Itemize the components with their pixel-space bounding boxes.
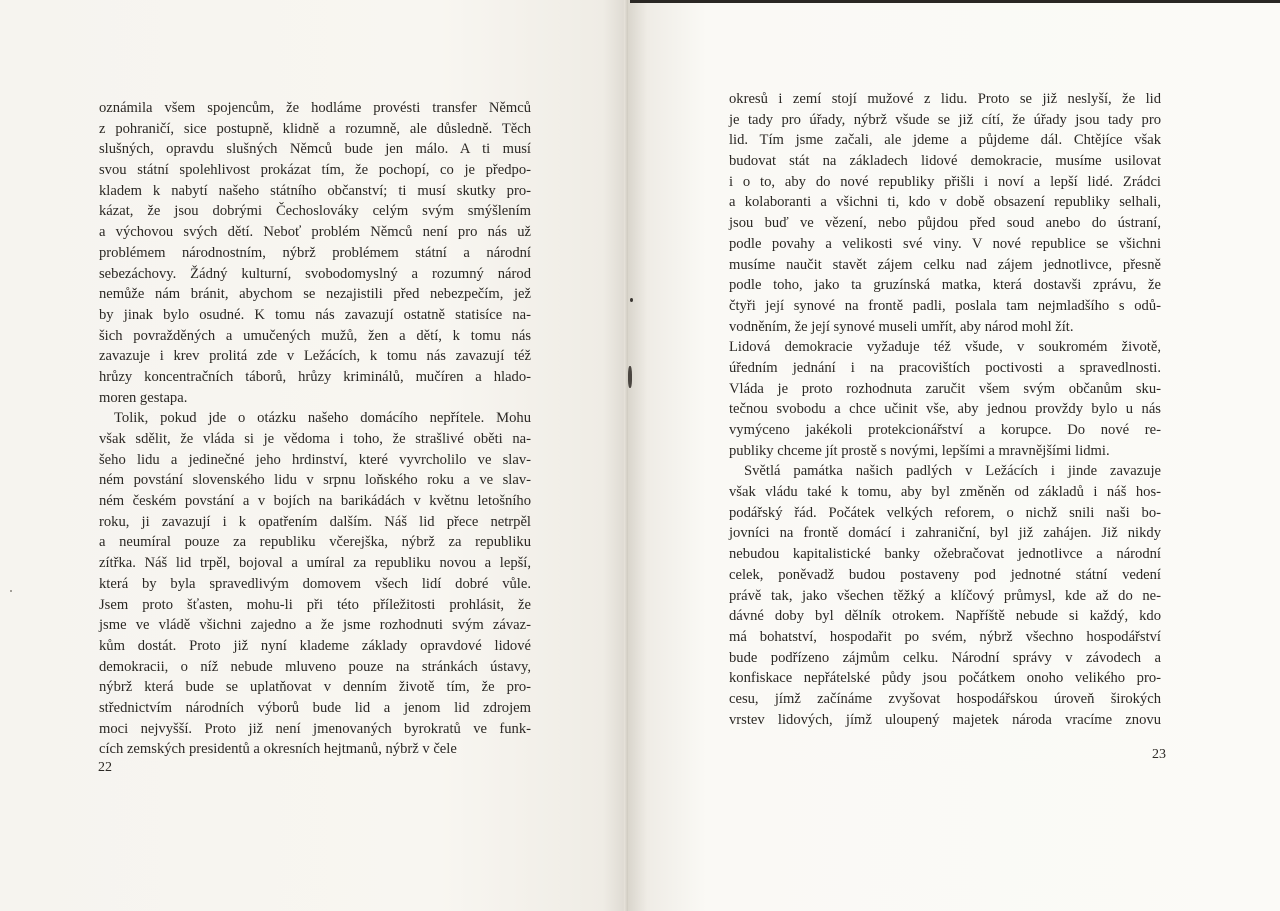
left-page-text	[99, 98, 531, 760]
text-line: šich povražděných a umučených mužů, žen a dětí, k tomu nás	[99, 327, 531, 344]
left-page	[0, 0, 628, 911]
text-line: podle povahy a velikosti své viny. V nové republice se všichni	[729, 235, 1161, 252]
text-line: demokracii, o níž nebude mluveno pouze na stránkách ústavy,	[99, 658, 531, 675]
text-line: cích zemských presidentů a okresních hejtmanů, nýbrž v čele	[99, 741, 457, 758]
right-page-text	[729, 89, 1161, 730]
text-line: nýbrž která bude se uplatňovat v denním životě tím, že pro-	[99, 679, 531, 696]
text-line: vrstev lidových, jímž uloupený majetek národa vracíme znovu	[729, 711, 1161, 728]
text-line: problémem národnostním, nýbrž problémem státní a národní	[99, 244, 531, 261]
text-line: roku, ji zavazují i k opatřením dalším. Náš lid přece netrpěl	[99, 513, 531, 530]
text-line: zavazuje i krev prolitá zde v Ležácích, k tomu nás zavazují též	[99, 348, 531, 365]
text-line: i o to, aby do nové republiky přišli i noví a lepší lidé. Zrádci	[729, 173, 1161, 190]
text-line: moci nejvyšší. Proto již není jmenovaných byrokratů ve funk-	[99, 720, 531, 737]
text-line: ném povstání slovenského lidu v srpnu loňského roku a ve slav-	[99, 472, 531, 489]
text-line: Vláda je proto rozhodnuta zaručit všem svým občanům sku-	[729, 380, 1161, 397]
text-line: podle toho, jako ta gruzínská matka, která dostavši zprávu, že	[729, 277, 1161, 294]
text-line: má bohatství, hospodařit po svém, nýbrž všechno hospodářství	[729, 628, 1161, 645]
text-line: nemůže nám bránit, abychom se nezajistili před nebezpečím, jež	[99, 286, 531, 303]
text-line: však vládu také k tomu, aby byl změněn od základů i náš hos-	[729, 484, 1161, 501]
text-line: sebezáchovy. Žádný kulturní, svobodomyslný a rozumný národ	[99, 265, 531, 282]
text-line: kladem k nabytí našeho státního občanství; ti musí skutky pro-	[99, 182, 531, 199]
text-line: Lidová demokracie vyžaduje též všude, v soukromém životě,	[729, 339, 1161, 356]
text-line: slušných, opravdu slušných Němců bude jen málo. A ti musí	[99, 141, 531, 158]
text-line: bude podřízeno zájmům celku. Národní správy v závodech a	[729, 649, 1161, 666]
text-line: vymýceno jakékoli protekcionářství a korupce. Do nové re-	[729, 422, 1161, 438]
dust-speck	[10, 590, 12, 592]
text-line: jovníci na frontě domácí i zahraniční, byl již zahájen. Již nikdy	[729, 525, 1161, 542]
text-line: úředním jednání i na pracovištích poctivosti a spravedlnosti.	[729, 359, 1161, 376]
text-line: nebudou kapitalistické banky ožebračovat jednotlivce a národní	[729, 546, 1161, 563]
text-line: Jsem proto šťasten, mohu-li při této příležitosti prohlásit, že	[99, 596, 531, 613]
text-line: z pohraničí, sice postupně, klidně a rozumně, ale důsledně. Těch	[99, 120, 531, 137]
text-line: podářský řád. Počátek velkých reforem, o nichž snili naši bo-	[729, 504, 1161, 521]
text-line: vodněním, že její synové museli umřít, aby národ mohl žít.	[729, 318, 1074, 335]
right-page-number: 23	[1152, 747, 1166, 762]
text-line: Tolik, pokud jde o otázku našeho domácího nepřítele. Mohu	[114, 410, 531, 427]
text-line: ném českém povstání a v bojích na barikádách v květnu letošního	[99, 493, 531, 510]
text-line: okresů i zemí stojí mužové z lidu. Proto se již neslyší, že lid	[729, 91, 1161, 107]
text-line: kázat, že jsou dobrými Čechoslováky celým svým smýšlením	[99, 203, 531, 220]
right-page	[628, 0, 1280, 911]
text-line: cesu, jímž začínáme zvyšovat hospodářskou úroveň širokých	[729, 690, 1161, 707]
text-line: a neumíral pouze za republiku včerejška, nýbrž za republiku	[99, 534, 531, 551]
text-line: musíme naučit stavět zájem celku nad zájem jednotlivce, přesně	[729, 256, 1161, 273]
text-line: jsou buď ve vězení, nebo půjdou před soud anebo do ústraní,	[729, 215, 1161, 232]
text-line: publiky chceme jít prostě s novými, lepšími a mravnějšími lidmi.	[729, 442, 1110, 459]
text-line: oznámila všem spojencům, že hodláme provésti transfer Němců	[99, 100, 531, 116]
ink-speck	[630, 298, 633, 302]
text-line: je tady pro úřady, nýbrž všude se již cítí, že úřady jsou tady pro	[729, 111, 1161, 128]
text-line: tečnou svobodu a chce učinit vše, aby jednou provždy bylo u nás	[729, 401, 1161, 418]
text-line: však sdělit, že vláda si je vědoma i toho, že strašlivé oběti na-	[99, 431, 531, 447]
text-line: právě tak, jako všechen těžký a klíčový průmysl, kde až do ne-	[729, 587, 1161, 604]
text-line: moren gestapa.	[99, 389, 188, 406]
text-line: zítřka. Náš lid trpěl, bojoval a umíral za republiku novou a lepší,	[99, 555, 531, 572]
text-line: svou státní spolehlivost prokázat tím, že pochopí, co je předpo-	[99, 162, 531, 179]
left-page-number: 22	[98, 760, 112, 775]
text-line: konfiskace nepřátelské půdy jsou počátkem onoho velikého pro-	[729, 670, 1161, 687]
page-top-edge-shadow	[630, 0, 1280, 3]
text-line: hrůzy koncentračních táborů, hrůzy kriminálů, mučíren a hlado-	[99, 368, 531, 385]
text-line: budovat stát na základech lidové demokracie, musíme usilovat	[729, 153, 1161, 170]
text-line: dávné doby byl dělník otrokem. Napříště nebude si každý, kdo	[729, 608, 1161, 625]
text-line: kům dostát. Proto již nyní klademe základy opravdové lidové	[99, 637, 531, 654]
text-line: a kolaboranti a všichni ti, kdo v době obsazení republiky selhali,	[729, 194, 1161, 211]
text-line: Světlá památka našich padlých v Ležácích i jinde zavazuje	[744, 463, 1161, 480]
text-line: čtyři její synové na frontě padli, poslala tam nejmladšího s odů-	[729, 297, 1161, 314]
text-line: lid. Tím jsme začali, ale jdeme a půjdeme dál. Chtějíce však	[729, 132, 1161, 149]
text-line: by jinak bylo osudné. K tomu nás zavazují ostatně statisíce na-	[99, 306, 531, 323]
text-line: celek, poněvadž budou postaveny pod jednotné státní vedení	[729, 566, 1161, 583]
text-line: která by byla spravedlivým domovem všech lidí dobré vůle.	[99, 575, 531, 592]
text-line: a výchovou svých dětí. Neboť problém Němců není pro nás už	[99, 224, 531, 241]
text-line: jsme ve vládě všichni zajedno a že jsme rozhodnuti svým závaz-	[99, 617, 531, 634]
text-line: šeho lidu a jedinečné jeho hrdinství, které vyvrcholilo ve slav-	[99, 451, 531, 468]
ink-blot	[628, 366, 632, 388]
text-line: střednictvím národních výborů bude lid a jenom lid zdrojem	[99, 699, 531, 716]
